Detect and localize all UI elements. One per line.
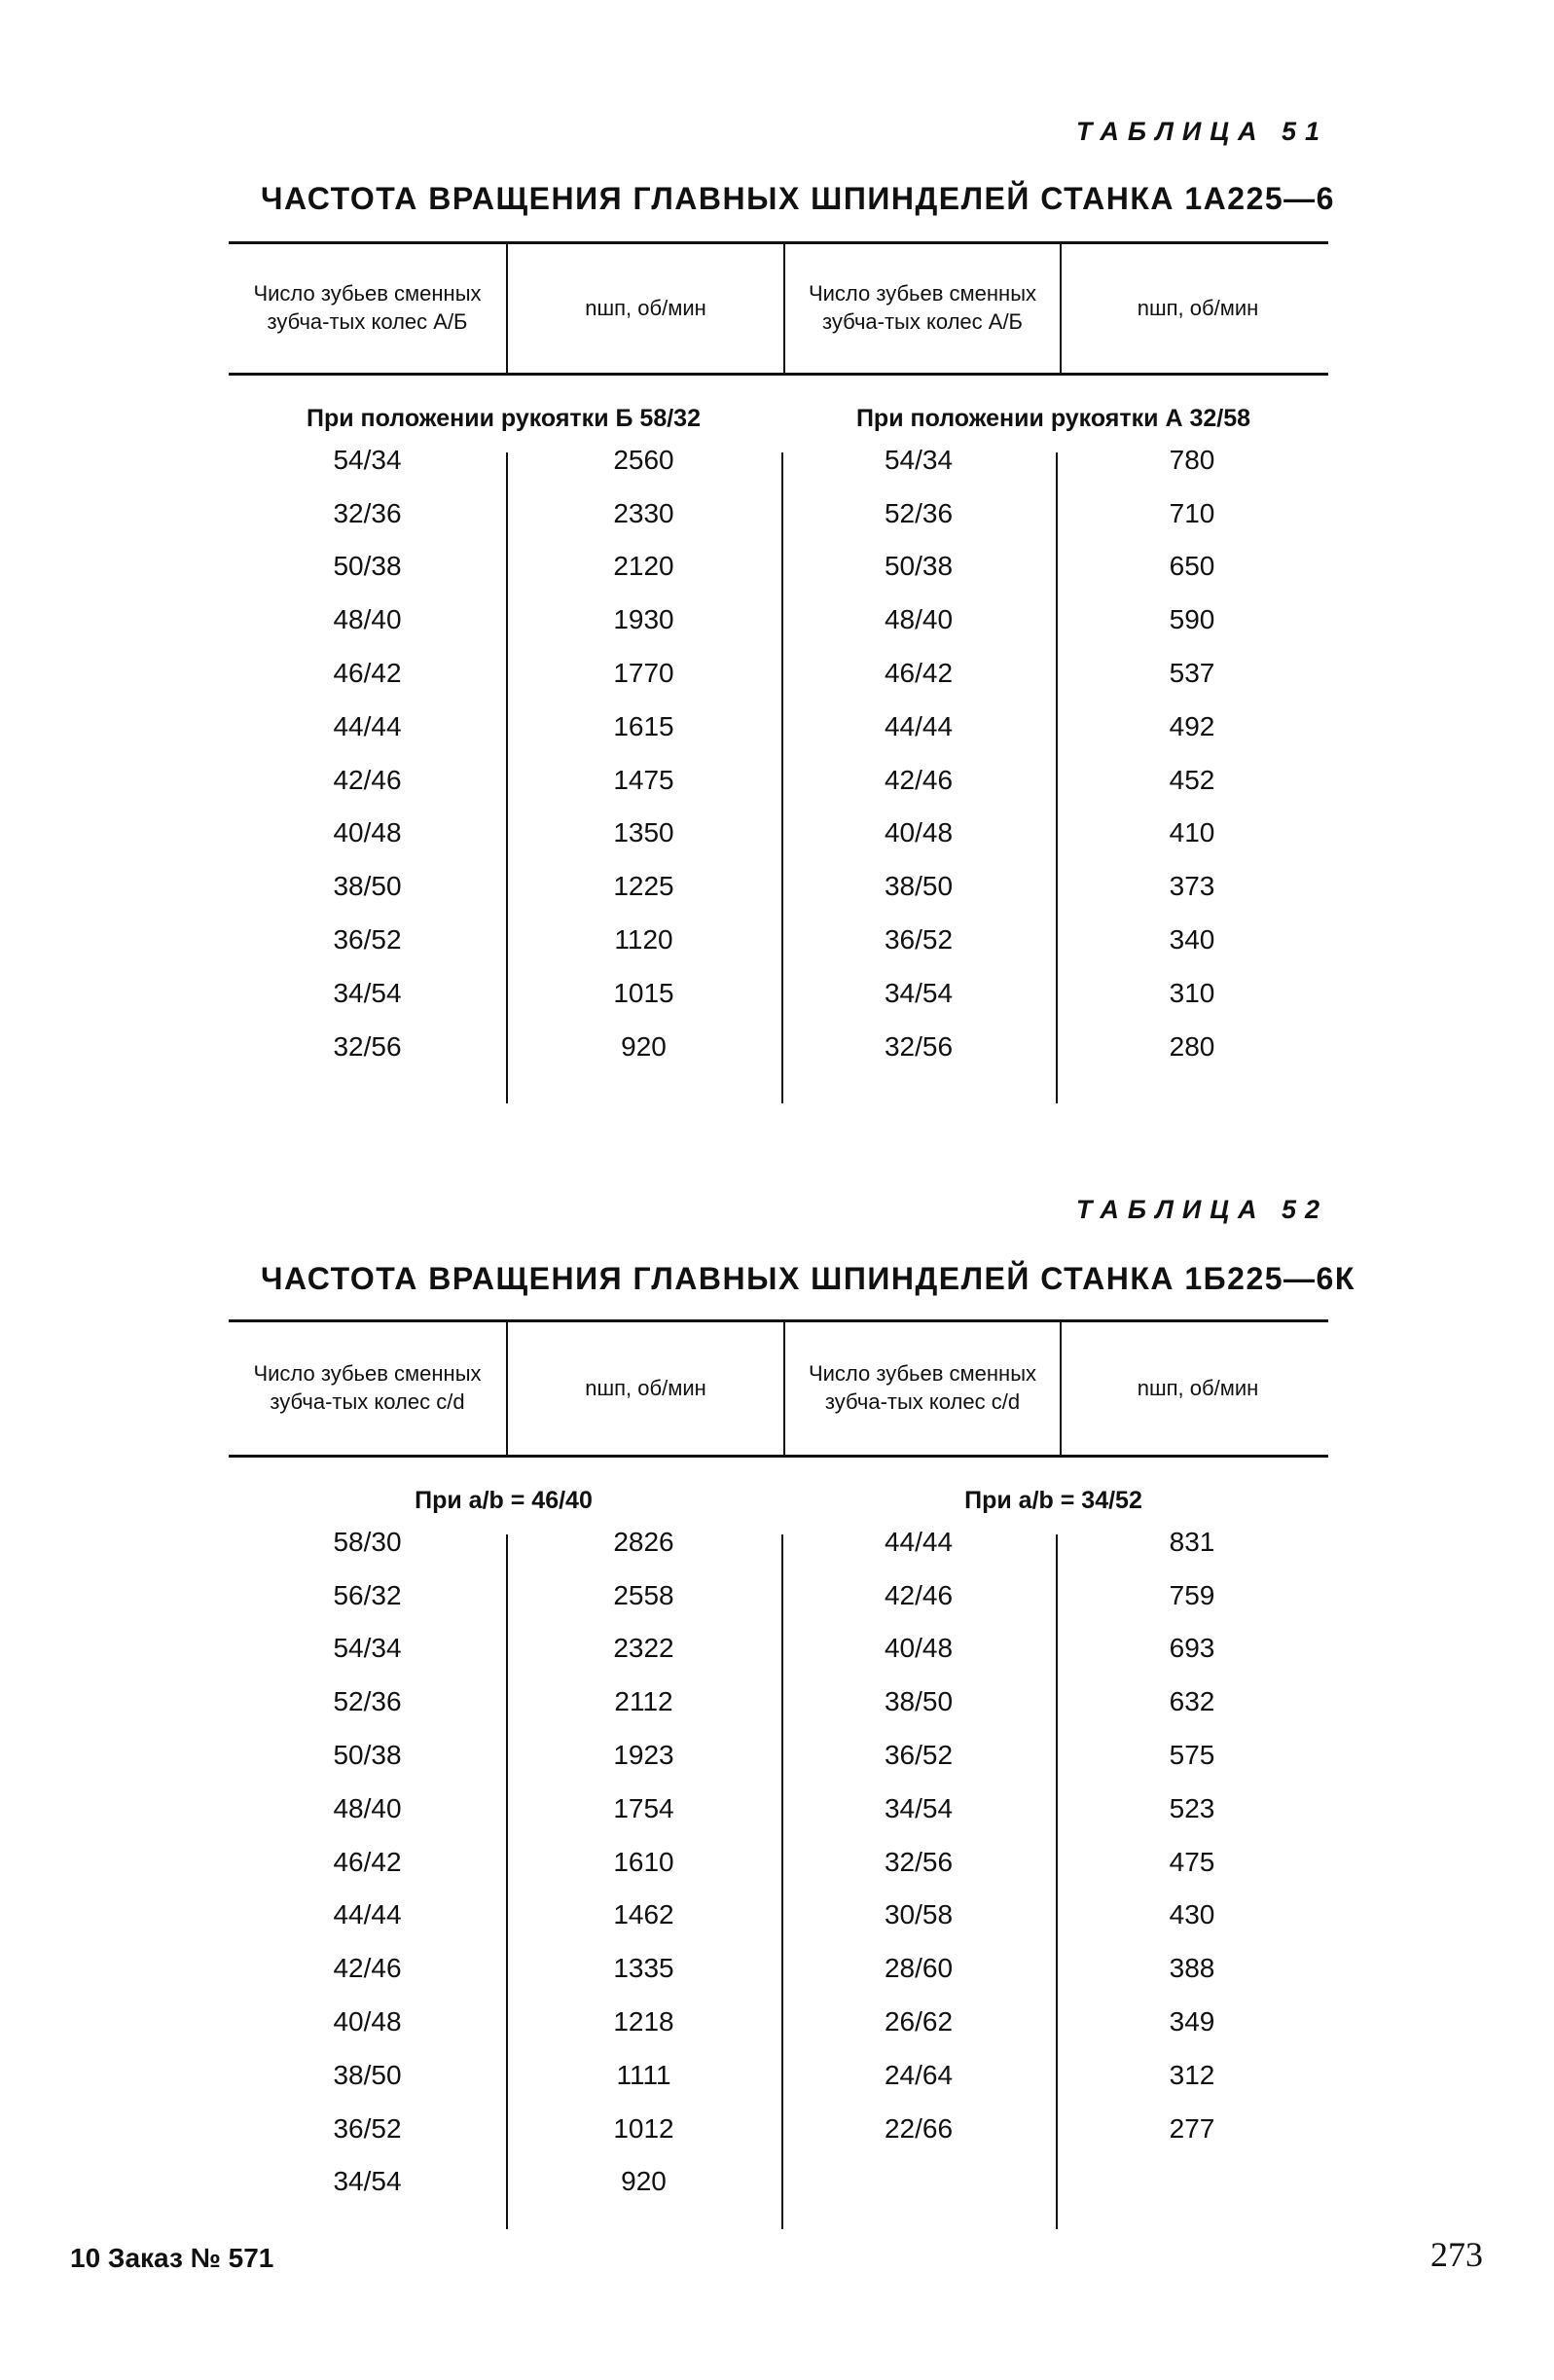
rpm-cell: 920 [621, 1030, 667, 1062]
column-divider [1056, 1534, 1058, 2229]
column-divider [506, 1534, 508, 2229]
column-header: nшп, об/мин [506, 1322, 783, 1455]
gear-ratio-cell: 22/66 [884, 2112, 954, 2144]
gear-ratio-cell: 34/54 [884, 1792, 954, 1823]
gear-ratio-cell: 50/38 [884, 551, 954, 582]
rpm-cell: 452 [1169, 764, 1215, 795]
gear-ratio-cell: 36/52 [333, 2112, 402, 2144]
gear-ratio-cell: 44/44 [884, 710, 954, 741]
gear-ratio-cell: 52/36 [333, 1686, 402, 1717]
gear-ratio-cell: 34/54 [884, 977, 954, 1008]
gear-ratio-cell: 40/48 [884, 817, 954, 848]
gear-ratio-cell: 54/34 [884, 444, 954, 475]
rpm-cell: 388 [1169, 1953, 1215, 1984]
column-divider [781, 1534, 783, 2229]
rpm-cell: 280 [1169, 1030, 1215, 1062]
condition-right: При положении рукоятки А 32/58 [855, 405, 1251, 432]
gear-ratio-cell: 28/60 [884, 1953, 954, 1984]
rpm-cell: 2120 [613, 551, 674, 582]
rpm-cell: 475 [1169, 1846, 1215, 1877]
rpm-cell: 312 [1169, 2059, 1215, 2090]
gear-ratio-cell: 44/44 [333, 710, 402, 741]
gear-ratio-cell: 34/54 [333, 2166, 402, 2197]
rpm-cell: 1218 [613, 2005, 674, 2037]
gear-ratio-cell: 46/42 [333, 657, 402, 688]
rpm-cell: 2558 [613, 1579, 674, 1610]
rpm-cell: 430 [1169, 1899, 1215, 1930]
gear-ratio-cell: 54/34 [333, 444, 402, 475]
rpm-cell: 410 [1169, 817, 1215, 848]
gear-ratio-cell: 38/50 [333, 2059, 402, 2090]
gear-ratio-cell: 36/52 [333, 923, 402, 955]
column-header: nшп, об/мин [1060, 244, 1334, 373]
condition-left: При положении рукоятки Б 58/32 [307, 405, 701, 432]
gear-ratio-cell: 44/44 [884, 1526, 954, 1557]
column-header: Число зубьев сменных зубча-тых колес А/Б [253, 281, 482, 334]
gear-ratio-cell: 38/50 [884, 871, 954, 902]
condition-left: При a/b = 46/40 [415, 1487, 593, 1514]
table-header [229, 1319, 1328, 1458]
gear-ratio-cell: 40/48 [333, 2005, 402, 2037]
gear-ratio-cell: 32/36 [333, 497, 402, 528]
gear-ratio-cell: 50/38 [333, 551, 402, 582]
gear-ratio-cell: 46/42 [884, 657, 954, 688]
rpm-cell: 310 [1169, 977, 1215, 1008]
gear-ratio-cell: 30/58 [884, 1899, 954, 1930]
column-header: Число зубьев сменных зубча-тых колес c/d [253, 1361, 482, 1414]
rpm-cell: 1754 [613, 1792, 674, 1823]
gear-ratio-cell: 32/56 [333, 1030, 402, 1062]
gear-ratio-cell: 48/40 [333, 604, 402, 635]
table-51 [229, 241, 1328, 1103]
rpm-cell: 340 [1169, 923, 1215, 955]
rpm-cell: 780 [1169, 444, 1215, 475]
rpm-cell: 1225 [613, 871, 674, 902]
gear-ratio-cell: 48/40 [884, 604, 954, 635]
gear-ratio-cell: 50/38 [333, 1739, 402, 1770]
page-number: 273 [1430, 2235, 1483, 2274]
rpm-cell: 710 [1169, 497, 1215, 528]
gear-ratio-cell: 34/54 [333, 977, 402, 1008]
rpm-cell: 1615 [613, 710, 674, 741]
rpm-cell: 575 [1169, 1739, 1215, 1770]
table-body [229, 433, 1328, 1104]
gear-ratio-cell: 42/46 [333, 1953, 402, 1984]
table-body [229, 1515, 1328, 2229]
gear-ratio-cell: 32/56 [884, 1030, 954, 1062]
gear-ratio-cell: 40/48 [333, 817, 402, 848]
table-51-label: ТАБЛИЦА 51 [1075, 117, 1328, 146]
gear-ratio-cell: 26/62 [884, 2005, 954, 2037]
rpm-cell: 277 [1169, 2112, 1215, 2144]
column-divider [1056, 452, 1058, 1104]
rpm-cell: 632 [1169, 1686, 1215, 1717]
rpm-cell: 2560 [613, 444, 674, 475]
table-52-title: ЧАСТОТА ВРАЩЕНИЯ ГЛАВНЫХ ШПИНДЕЛЕЙ СТАНКА 1Б225—6К [261, 1261, 1355, 1296]
table-51-title: ЧАСТОТА ВРАЩЕНИЯ ГЛАВНЫХ ШПИНДЕЛЕЙ СТАНКА 1А225—6 [261, 181, 1335, 216]
rpm-cell: 373 [1169, 871, 1215, 902]
rpm-cell: 590 [1169, 604, 1215, 635]
rpm-cell: 1475 [613, 764, 674, 795]
column-header: nшп, об/мин [1060, 1322, 1334, 1455]
rpm-cell: 1335 [613, 1953, 674, 1984]
gear-ratio-cell: 36/52 [884, 923, 954, 955]
rpm-cell: 1015 [613, 977, 674, 1008]
gear-ratio-cell: 52/36 [884, 497, 954, 528]
gear-ratio-cell: 42/46 [884, 764, 954, 795]
gear-ratio-cell: 42/46 [333, 764, 402, 795]
rpm-cell: 920 [621, 2166, 667, 2197]
table-header [229, 241, 1328, 376]
gear-ratio-cell: 54/34 [333, 1633, 402, 1664]
column-header: Число зубьев сменных зубча-тых колес c/d [783, 1322, 1060, 1455]
column-divider [781, 452, 783, 1104]
gear-ratio-cell: 40/48 [884, 1633, 954, 1664]
rpm-cell: 1350 [613, 817, 674, 848]
rpm-cell: 2826 [613, 1526, 674, 1557]
rpm-cell: 1462 [613, 1899, 674, 1930]
table-52 [229, 1319, 1328, 2229]
gear-ratio-cell: 56/32 [333, 1579, 402, 1610]
condition-right: При a/b = 34/52 [964, 1487, 1142, 1514]
gear-ratio-cell: 36/52 [884, 1739, 954, 1770]
rpm-cell: 1923 [613, 1739, 674, 1770]
rpm-cell: 693 [1169, 1633, 1215, 1664]
rpm-cell: 1610 [613, 1846, 674, 1877]
gear-ratio-cell: 46/42 [333, 1846, 402, 1877]
table-52-label: ТАБЛИЦА 52 [1075, 1195, 1328, 1224]
rpm-cell: 523 [1169, 1792, 1215, 1823]
rpm-cell: 1111 [616, 2059, 671, 2090]
gear-ratio-cell: 38/50 [333, 871, 402, 902]
gear-ratio-cell: 58/30 [333, 1526, 402, 1557]
gear-ratio-cell: 38/50 [884, 1686, 954, 1717]
rpm-cell: 1770 [613, 657, 674, 688]
rpm-cell: 2322 [613, 1633, 674, 1664]
column-header: nшп, об/мин [506, 244, 783, 373]
rpm-cell: 831 [1169, 1526, 1215, 1557]
gear-ratio-cell: 32/56 [884, 1846, 954, 1877]
rpm-cell: 1930 [613, 604, 674, 635]
rpm-cell: 2112 [614, 1686, 673, 1717]
gear-ratio-cell: 48/40 [333, 1792, 402, 1823]
column-header: Число зубьев сменных зубча-тых колес А/Б [783, 244, 1060, 373]
gear-ratio-cell: 42/46 [884, 1579, 954, 1610]
rpm-cell: 492 [1169, 710, 1215, 741]
rpm-cell: 1012 [613, 2112, 674, 2144]
rpm-cell: 349 [1169, 2005, 1215, 2037]
order-number: 10 Заказ № 571 [70, 2243, 274, 2273]
column-divider [506, 452, 508, 1104]
gear-ratio-cell: 24/64 [884, 2059, 954, 2090]
rpm-cell: 650 [1169, 551, 1215, 582]
rpm-cell: 1120 [614, 923, 673, 955]
gear-ratio-cell: 44/44 [333, 1899, 402, 1930]
rpm-cell: 2330 [613, 497, 674, 528]
rpm-cell: 759 [1169, 1579, 1215, 1610]
rpm-cell: 537 [1169, 657, 1215, 688]
